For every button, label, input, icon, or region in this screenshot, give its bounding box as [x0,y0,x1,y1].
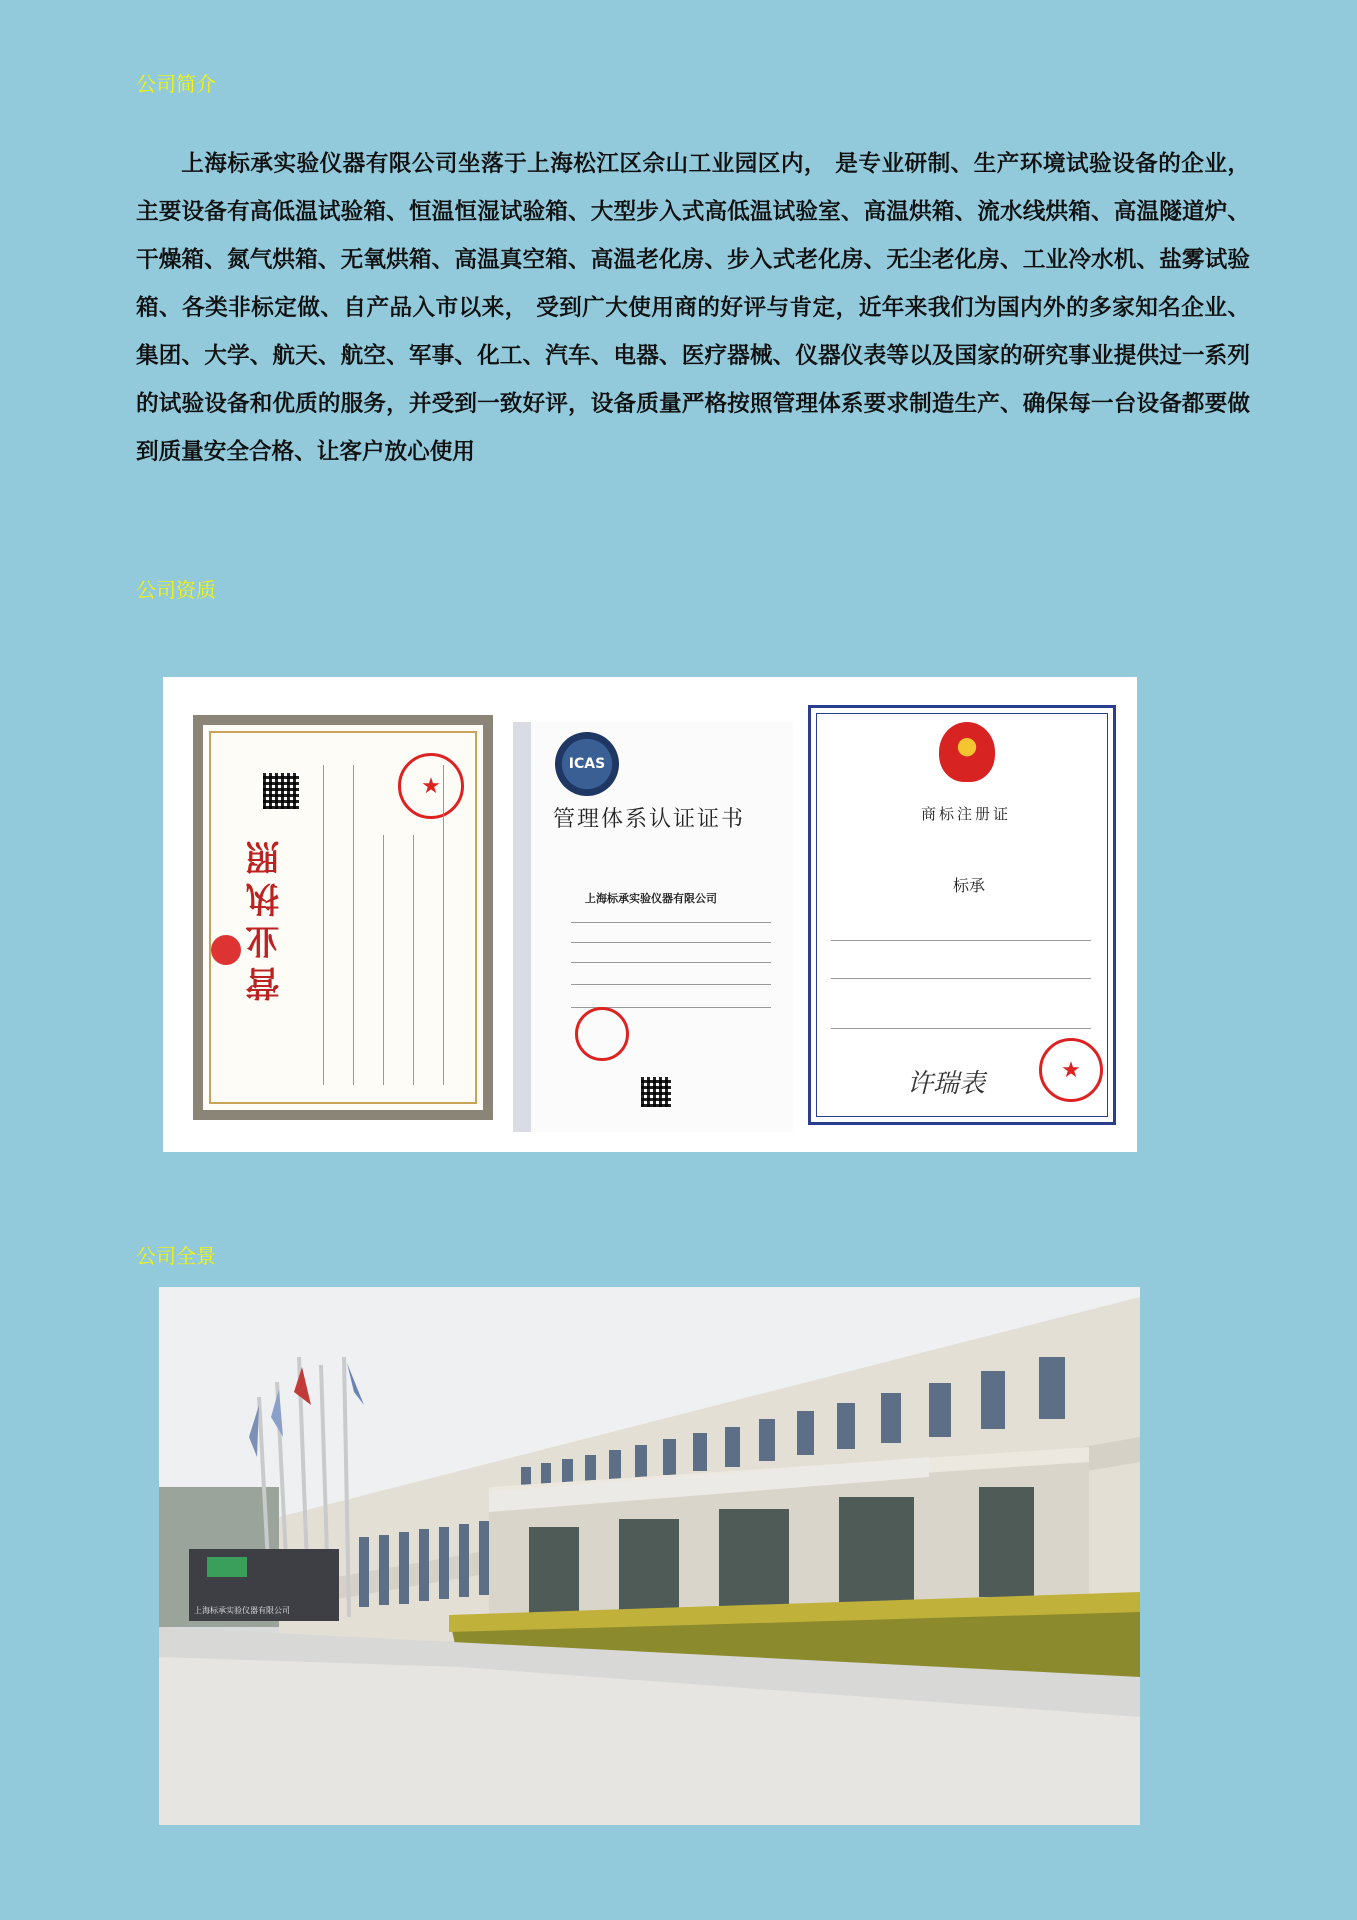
section-heading-qualification: 公司资质 [136,578,216,602]
trademark-mark: 标承 [953,876,986,895]
mgmt-cert-qr-icon [641,1077,671,1107]
section-heading-intro: 公司简介 [136,72,216,96]
license-title: 营业执照 [246,833,286,1001]
mgmt-cert-title: 管理体系认证证书 [553,807,746,832]
license-qr-icon [263,773,299,809]
business-license-certificate [193,715,493,1120]
national-emblem-icon [211,935,241,965]
certificates-image [163,677,1137,1152]
mgmt-cert-seal-icon [575,1007,629,1061]
trademark-signature: 许瑞表 [907,1069,986,1099]
section-heading-panorama: 公司全景 [136,1244,216,1268]
mgmt-cert-company: 上海标承实验仪器有限公司 [585,892,717,905]
entrance-sign-text: 上海标承实验仪器有限公司 [194,1606,290,1615]
license-seal-icon: ★ [398,753,464,819]
management-system-certificate [513,722,793,1132]
trademark-seal-icon: ★ [1039,1038,1103,1102]
icas-logo-icon: ICAS [555,732,619,796]
building-illustration [159,1287,1140,1825]
company-building-photo [159,1287,1140,1825]
trademark-cert-title: 商标注册证 [921,805,1012,823]
trademark-certificate [808,705,1116,1125]
national-emblem-icon [939,722,995,782]
company-intro-paragraph: 上海标承实验仪器有限公司坐落于上海松江区佘山工业园区内， 是专业研制、生产环境试验设备的企业，主要设备有高低温试验箱、恒温恒湿试验箱、大型步入式高低温试验室、高温烘箱、流水线烘箱、高温隧道炉、干燥箱、氮气烘箱、无氧烘箱、高温真空箱、高温老化房、步入式老化房、无尘老化房、工业冷水机、盐雾试验箱、各类非标定做、自产品入市以来， 受到广大使用商的好评与肯定，近年来我们为国内外的多家知名企业、集团、大学、航天、航空、军事、化工、汽车、电器、医疗器械、仪器仪表等以及国家的研究事业提供过一系列的试验设备和优质的服务，并受到一致好评，设备质量严格按照管理体系要求制造生产、确保每一台设备都要做到质量安全合格、让客户放心使用 [136,151,1250,465]
